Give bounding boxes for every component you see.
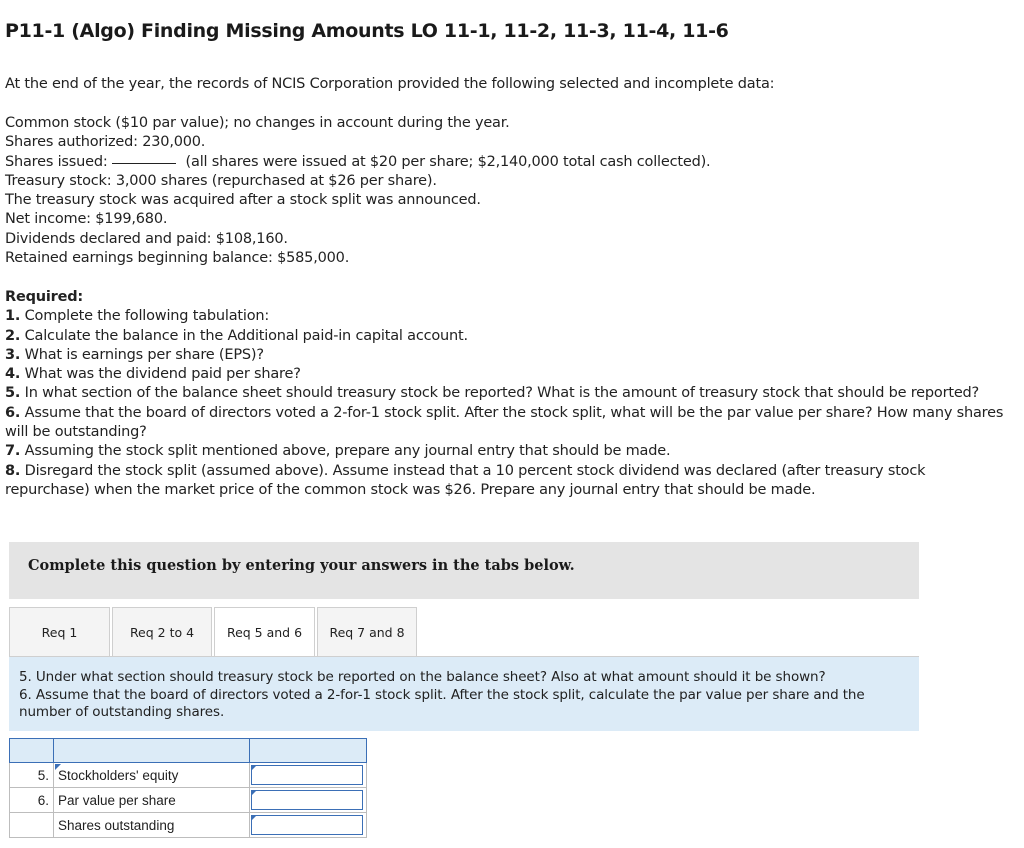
answer-table-header [10, 739, 367, 763]
tab-req-2-to-4[interactable]: Req 2 to 4 [112, 607, 212, 656]
fact-shares-issued [5, 153, 710, 172]
required-section [5, 288, 1010, 500]
facts-list [5, 114, 710, 268]
fact-treasury-stock: Treasury stock: 3,000 shares (repurchased at $26 per share). [5, 172, 437, 189]
fact-retained-earnings: Retained earnings beginning balance: $585,000. [5, 250, 350, 267]
required-item-4: 4. What was the dividend paid per share? [5, 366, 301, 383]
table-row [10, 788, 367, 813]
required-item-8: 8. Disregard the stock split (assumed above). Assume instead that a 10 percent stock dividend was declared (after treasury stock repurchase) when the market price of the common stock was $26. Prepare any journal entry that should be made. [5, 462, 926, 498]
required-heading: Required: [5, 289, 84, 305]
stockholders-equity-amount-input[interactable] [251, 765, 363, 785]
shares-issued-blank [112, 163, 176, 164]
row-value-cell [250, 763, 367, 788]
shares-issued-note: (all shares were issued at $20 per share; $2,140,000 total cash collected). [185, 153, 711, 170]
required-item-3: 3. What is earnings per share (EPS)? [5, 346, 264, 363]
fact-treasury-note: The treasury stock was acquired after a stock split was announced. [5, 192, 481, 209]
page-title: P11-1 (Algo) Finding Missing Amounts LO 11-1, 11-2, 11-3, 11-4, 11-6 [5, 20, 729, 42]
intro-text: At the end of the year, the records of NCIS Corporation provided the following selected and incomplete data: [5, 76, 775, 92]
fact-dividends: Dividends declared and paid: $108,160. [5, 230, 288, 247]
shares-outstanding-input[interactable] [251, 815, 363, 835]
required-item-7: 7. Assuming the stock split mentioned above, prepare any journal entry that should be made. [5, 443, 671, 460]
question-line-6: 6. Assume that the board of directors voted a 2-for-1 stock split. After the stock split, calculate the par value per share and the number of outstanding shares. [19, 686, 865, 721]
tab-bar [9, 607, 419, 657]
row-label: Par value per share [54, 788, 250, 813]
header-cell-label [54, 739, 250, 763]
row-number: 6. [10, 788, 54, 813]
row-number [10, 813, 54, 838]
question-line-5: 5. Under what section should treasury stock be reported on the balance sheet? Also at what amount should it be shown? [19, 669, 826, 685]
row-number: 5. [10, 763, 54, 788]
row-label: Stockholders' equity [54, 763, 250, 788]
row-label: Shares outstanding [54, 813, 250, 838]
fact-common-stock: Common stock ($10 par value); no changes in account during the year. [5, 115, 510, 131]
shares-issued-label: Shares issued: [5, 153, 108, 170]
tab-req-1[interactable]: Req 1 [9, 607, 110, 656]
answer-table [9, 738, 367, 838]
row-value-cell [250, 813, 367, 838]
tab-req-7-and-8[interactable]: Req 7 and 8 [317, 607, 417, 656]
par-value-per-share-input[interactable] [251, 790, 363, 810]
fact-shares-authorized: Shares authorized: 230,000. [5, 134, 206, 151]
required-item-2: 2. Calculate the balance in the Additional paid-in capital account. [5, 327, 468, 344]
question-panel [9, 657, 919, 731]
header-cell-num [10, 739, 54, 763]
instruction-text: Complete this question by entering your answers in the tabs below. [28, 557, 575, 574]
table-row [10, 813, 367, 838]
required-item-1: 1. Complete the following tabulation: [5, 308, 270, 325]
fact-net-income: Net income: $199,680. [5, 211, 168, 228]
header-cell-value [250, 739, 367, 763]
instruction-banner [9, 542, 919, 599]
tab-req-5-and-6[interactable]: Req 5 and 6 [214, 607, 315, 657]
required-item-5: 5. In what section of the balance sheet should treasury stock be reported? What is the amount of treasury stock that should be reported? [5, 385, 980, 402]
row-value-cell [250, 788, 367, 813]
table-row [10, 763, 367, 788]
required-item-6: 6. Assume that the board of directors voted a 2-for-1 stock split. After the stock split, what will be the par value per share? How many shares will be outstanding? [5, 404, 1004, 441]
